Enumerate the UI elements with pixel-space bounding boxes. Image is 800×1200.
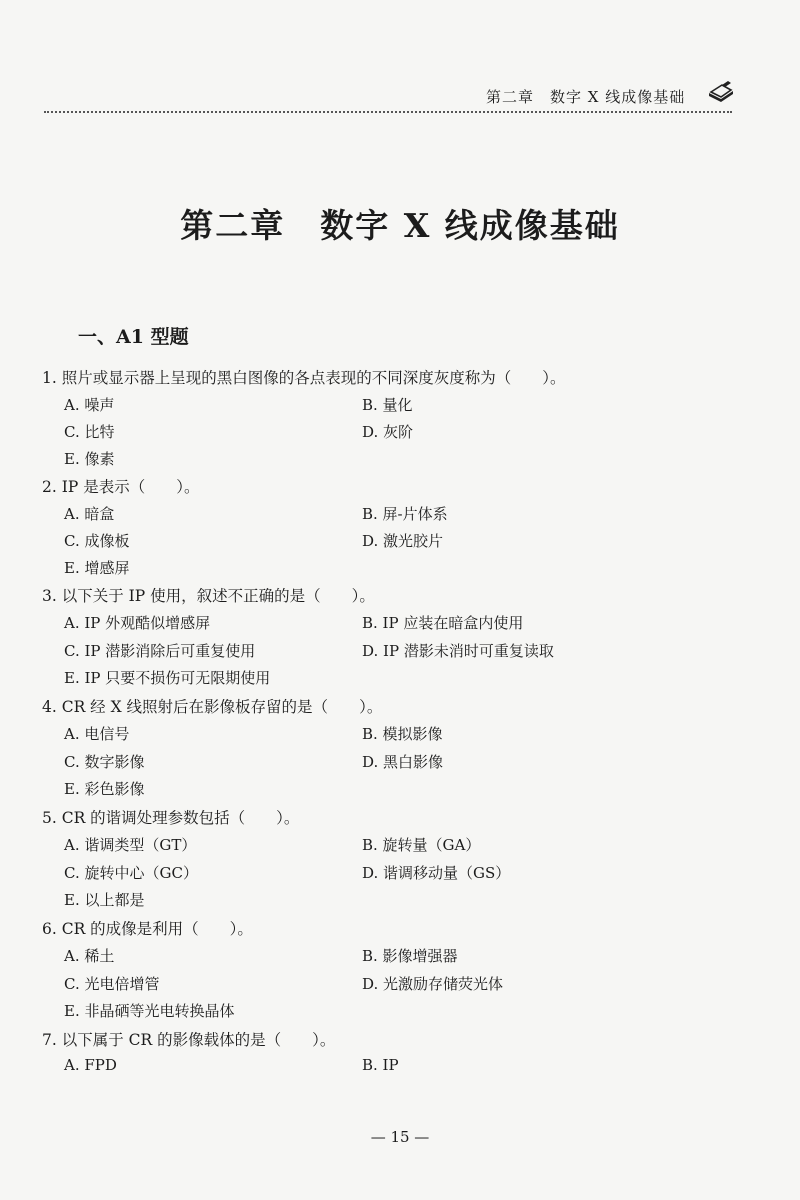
answer-option: A. IP 外观酷似增感屏 <box>64 614 211 632</box>
header-divider <box>44 111 732 113</box>
answer-option: E. 增感屏 <box>64 559 130 577</box>
answer-option: A. 暗盒 <box>64 505 115 523</box>
answer-option: A. 电信号 <box>64 725 130 743</box>
answer-option: C. 数字影像 <box>64 753 145 771</box>
section-title: 一、A1 型题 <box>78 326 189 348</box>
answer-option: B. 影像增强器 <box>362 947 458 965</box>
answer-option: A. 谐调类型（GT） <box>64 836 197 854</box>
book-icon <box>708 80 734 104</box>
running-header: 第二章 数字 X 线成像基础 <box>486 88 686 106</box>
question-stem: 1. 照片或显示器上呈现的黑白图像的各点表现的不同深度灰度称为（ ）。 <box>42 369 566 387</box>
answer-option: B. IP <box>362 1056 399 1074</box>
answer-option: B. 模拟影像 <box>362 725 443 743</box>
answer-option: E. 像素 <box>64 450 115 468</box>
chapter-title: 第二章 数字 X 线成像基础 <box>180 206 620 245</box>
page-number: — 15 — <box>370 1128 430 1146</box>
answer-option: C. IP 潜影消除后可重复使用 <box>64 642 256 660</box>
answer-option: E. IP 只要不损伤可无限期使用 <box>64 669 271 687</box>
answer-option: E. 彩色影像 <box>64 780 145 798</box>
answer-option: E. 以上都是 <box>64 891 145 909</box>
question-stem: 6. CR 的成像是利用（ ）。 <box>42 920 253 938</box>
answer-option: B. 屏-片体系 <box>362 505 448 523</box>
answer-option: C. 比特 <box>64 423 115 441</box>
answer-option: D. 黑白影像 <box>362 753 444 771</box>
question-stem: 4. CR 经 X 线照射后在影像板存留的是（ ）。 <box>42 698 383 716</box>
answer-option: A. 噪声 <box>64 396 115 414</box>
answer-option: D. 激光胶片 <box>362 532 444 550</box>
answer-option: C. 旋转中心（GC） <box>64 864 198 882</box>
question-stem: 5. CR 的谐调处理参数包括（ ）。 <box>42 809 300 827</box>
answer-option: A. FPD <box>64 1056 117 1074</box>
question-stem: 7. 以下属于 CR 的影像载体的是（ ）。 <box>42 1031 336 1049</box>
answer-option: D. 灰阶 <box>362 423 414 441</box>
answer-option: C. 成像板 <box>64 532 130 550</box>
answer-option: B. IP 应装在暗盒内使用 <box>362 614 524 632</box>
question-stem: 3. 以下关于 IP 使用，叙述不正确的是（ ）。 <box>42 587 375 605</box>
answer-option: E. 非晶硒等光电转换晶体 <box>64 1002 235 1020</box>
question-stem: 2. IP 是表示（ ）。 <box>42 478 200 496</box>
answer-option: C. 光电倍增管 <box>64 975 160 993</box>
answer-option: B. 旋转量（GA） <box>362 836 481 854</box>
answer-option: D. IP 潜影未消时可重复读取 <box>362 642 554 660</box>
answer-option: D. 谐调移动量（GS） <box>362 864 511 882</box>
answer-option: A. 稀土 <box>64 947 115 965</box>
answer-option: D. 光激励存储荧光体 <box>362 975 504 993</box>
answer-option: B. 量化 <box>362 396 413 414</box>
